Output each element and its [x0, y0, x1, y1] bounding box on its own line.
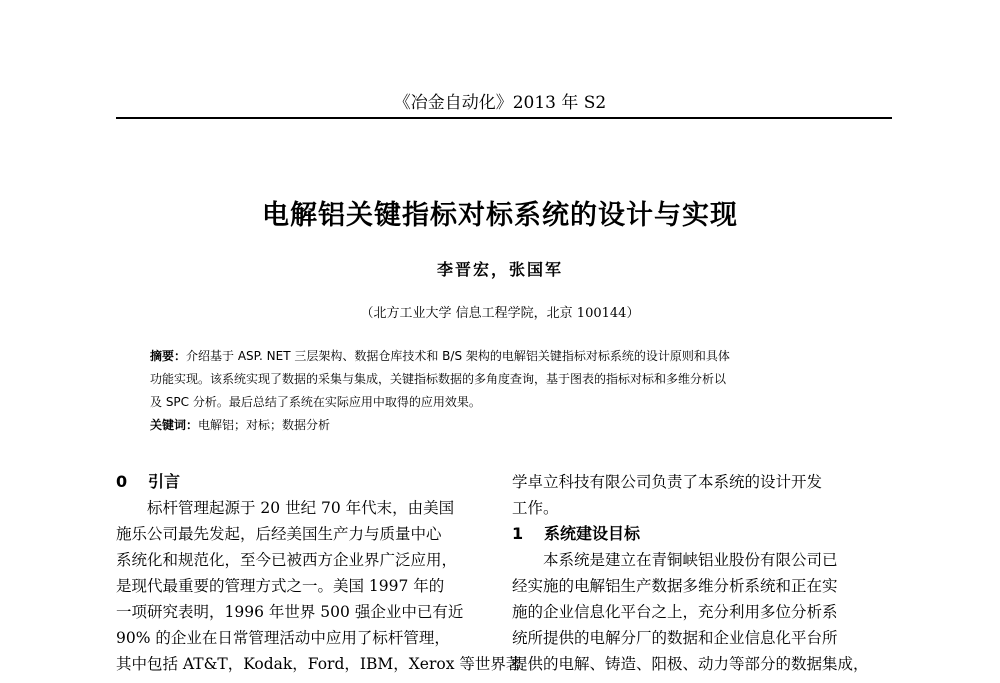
keywords-label: 关键词：: [150, 418, 199, 432]
journal-header: 《冶金自动化》2013 年 S2: [393, 93, 607, 113]
paragraph-line: 是现代最重要的管理方式之一。美国 1997 年的: [116, 577, 445, 595]
paragraph-line: 本系统是建立在青铜峡铝业股份有限公司已: [543, 551, 838, 569]
abstract-block: [150, 345, 860, 437]
paragraph-line: 提供的电解、铸造、阳极、动力等部分的数据集成，: [512, 655, 869, 673]
paragraph-line: 统所提供的电解分厂的数据和企业信息化平台所: [512, 629, 838, 647]
section-heading: [512, 521, 892, 547]
section-number: 0: [116, 472, 128, 491]
header-rule: [116, 117, 892, 119]
paper-affiliation: （北方工业大学 信息工程学院，北京 100144）: [360, 306, 640, 321]
abstract-line: 及 SPC 分析。最后总结了系统在实际应用中取得的应用效果。: [150, 395, 481, 409]
paragraph-line: 施乐公司最先发起，后经美国生产力与质量中心: [116, 525, 442, 543]
section-number: 1: [512, 524, 524, 543]
keywords-line: [150, 414, 860, 437]
abstract-line: 功能实现。该系统实现了数据的采集与集成，关键指标数据的多角度查询，基于图表的指标对标和多维分析以: [150, 372, 727, 386]
left-column: [116, 469, 522, 677]
paper-authors: 李晋宏，张国军: [436, 260, 563, 279]
abstract-line: [150, 345, 860, 368]
paragraph-line: 系统化和规范化，至今已被西方企业界广泛应用，: [116, 551, 458, 569]
section-title: 引言: [148, 472, 181, 491]
paragraph-line: 标杆管理起源于 20 世纪 70 年代末，由美国: [147, 499, 455, 517]
paper-title: 电解铝关键指标对标系统的设计与实现: [262, 200, 738, 231]
abstract-text: 介绍基于 ASP. NET 三层架构、数据仓库技术和 B/S 架构的电解铝关键指标对标系统的设计原则和具体: [186, 349, 730, 363]
section-title: 系统建设目标: [544, 524, 641, 543]
paragraph-line: 90% 的企业在日常管理活动中应用了标杆管理，: [116, 629, 450, 647]
keywords-text: 电解铝；对标；数据分析: [198, 418, 331, 432]
paragraph-line: 经实施的电解铝生产数据多维分析系统和正在实: [512, 577, 838, 595]
right-column: [512, 469, 892, 677]
paragraph-line: 其中包括 AT&T，Kodak，Ford，IBM，Xerox 等世界著: [116, 655, 522, 673]
paragraph-line: 一项研究表明，1996 年世界 500 强企业中已有近: [116, 603, 464, 621]
paragraph-line: 学卓立科技有限公司负责了本系统的设计开发: [512, 473, 823, 491]
paragraph-line: 工作。: [512, 499, 559, 517]
paragraph-line: 施的企业信息化平台之上，充分利用多位分析系: [512, 603, 838, 621]
abstract-label: 摘要：: [150, 349, 187, 363]
section-heading: [116, 469, 496, 495]
